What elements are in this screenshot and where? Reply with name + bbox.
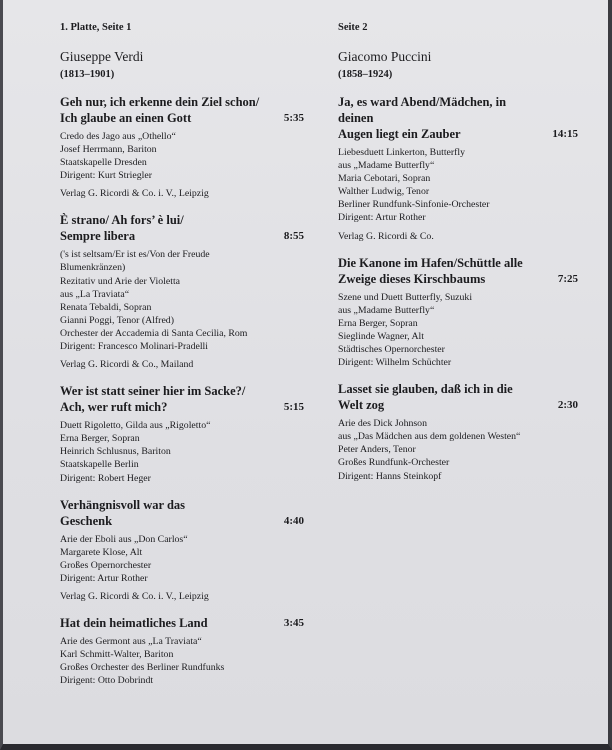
track-detail-line: Dirigent: Robert Heger [60,472,151,484]
track-detail-line: Blumenkränzen) [60,262,126,274]
track-duration: 5:15 [283,401,304,414]
track-detail-line: Dirigent: Otto Dobrindt [60,675,154,687]
track-list [338,94,578,483]
track-title-line: Geschenk [60,513,113,528]
publisher-note: Verlag G. Ricordi & Co., Mailand [60,359,194,371]
track-detail-line: Erna Berger, Sopran [338,317,418,329]
track-detail-line: Erna Berger, Sopran [60,433,140,445]
track-detail-line: Städtisches Opernorchester [338,343,445,355]
track-title-line: Welt zog [338,398,385,413]
track-title-line: Ach, wer ruft mich? [60,400,168,415]
track-detail-line: Szene und Duett Butterfly, Suzuki [338,291,473,303]
track-detail-line: Peter Anders, Tenor [338,444,416,456]
side-label: Seite 2 [338,22,368,33]
track-detail-line: ('s ist seltsam/Er ist es/Von der Freude [60,249,210,261]
track-title-line: Ja, es ward Abend/Mädchen, in deinen [338,95,507,125]
track-title-line: Lasset sie glauben, daß ich in die [338,382,513,397]
composer-name: Giacomo Puccini [338,49,432,64]
track-detail-line: Heinrich Schlusnus, Bariton [60,446,171,458]
track-detail-line: aus „La Traviata“ [60,288,130,300]
track-entry [60,497,304,603]
publisher-note: Verlag G. Ricordi & Co. [338,230,434,242]
track-detail-line: Sieglinde Wagner, Alt [338,330,424,342]
track-entry [338,255,578,370]
track-title-line: Hat dein heimatliches Land [60,615,208,630]
track-detail-line: Renata Tebaldi, Sopran [60,301,152,313]
track-detail-line: Gianni Poggi, Tenor (Alfred) [60,314,174,326]
track-title [338,94,578,142]
track-duration: 4:40 [283,514,304,527]
track-detail-line: Großes Rundfunk-Orchester [338,457,450,469]
track-detail-line: Staatskapelle Berlin [60,459,139,471]
track-detail-line: Staatskapelle Dresden [60,157,147,169]
track-title [338,381,578,413]
track-detail-line: Arie des Germont aus „La Traviata“ [60,635,202,647]
track-detail-line: Maria Cebotari, Sopran [338,173,431,185]
track-title [60,383,304,415]
track-entry [60,94,304,200]
composer-years: (1813–1901) [60,69,115,80]
track-title-line: Wer ist statt seiner hier im Sacke?/ [60,384,246,399]
track-detail-line: Dirigent: Artur Rother [60,572,148,584]
track-duration: 14:15 [552,128,578,140]
track-detail-line: Josef Herrmann, Bariton [60,144,157,156]
track-title [60,94,304,126]
track-entry [338,381,578,482]
side-label: 1. Platte, Seite 1 [60,22,132,33]
track-entry [338,94,578,243]
track-detail-line: Dirigent: Wilhelm Schüchter [338,357,452,369]
track-title-line: Augen liegt ein Zauber [338,127,461,141]
track-detail-line: Duett Rigoletto, Gilda aus „Rigoletto“ [60,420,211,432]
track-title-line: È strano/ Ah fors’ è lui/ [60,213,184,228]
track-detail-line: Dirigent: Kurt Striegler [60,170,152,182]
side-2-column [338,22,578,495]
track-duration: 2:30 [557,399,578,412]
track-title [338,255,578,287]
track-detail-line: Walther Ludwig, Tenor [338,186,430,198]
track-detail-line: aus „Madame Butterfly“ [338,160,435,172]
track-duration: 8:55 [283,230,304,243]
publisher-note: Verlag G. Ricordi & Co. i. V., Leipzig [60,188,209,200]
composer-years: (1858–1924) [338,69,393,80]
track-detail-line: Margarete Klose, Alt [60,546,143,558]
track-detail-line: Orchester der Accademia di Santa Cecilia, Rom [60,327,248,339]
track-duration: 5:35 [283,112,304,124]
track-list [60,94,304,687]
track-detail-line: aus „Das Mädchen aus dem goldenen Westen“ [338,431,521,443]
track-title-line: Verhängnisvoll war das [60,497,186,512]
track-title-line: Sempre libera [60,229,136,244]
track-title [60,212,304,244]
composer-name: Giuseppe Verdi [60,49,144,64]
track-entry [60,383,304,484]
track-duration: 7:25 [557,272,578,285]
track-detail-line: Arie der Eboli aus „Don Carlos“ [60,533,188,545]
side-1-column [60,22,304,699]
track-entry [60,212,304,371]
track-detail-line: Dirigent: Francesco Molinari-Pradelli [60,341,209,353]
track-title-line: Geh nur, ich erkenne dein Ziel schon/ [60,95,260,109]
track-title-line: Zweige dieses Kirschbaums [338,271,486,286]
publisher-note: Verlag G. Ricordi & Co. i. V., Leipzig [60,590,209,602]
track-title [60,497,304,529]
track-title [60,615,304,631]
track-detail-line: Großes Orchester des Berliner Rundfunks [60,662,225,674]
track-detail-line: Berliner Rundfunk-Sinfonie-Orchester [338,199,490,211]
track-detail-line: Rezitativ und Arie der Violetta [60,275,181,287]
track-detail-line: Karl Schmitt-Walter, Bariton [60,649,174,661]
track-detail-line: Arie des Dick Johnson [338,418,427,430]
track-detail-line: Dirigent: Artur Rother [338,212,426,224]
track-duration: 3:45 [283,616,304,629]
track-detail-line: Großes Opernorchester [60,559,152,571]
track-detail-line: aus „Madame Butterfly“ [338,304,435,316]
track-title-line: Die Kanone im Hafen/Schüttle alle [338,255,523,270]
track-detail-line: Credo des Jago aus „Othello“ [60,131,176,142]
track-detail-line: Liebesduett Linkerton, Butterfly [338,147,466,158]
track-title-line: Ich glaube an einen Gott [60,111,192,125]
track-entry [60,615,304,687]
track-detail-line: Dirigent: Hanns Steinkopf [338,470,442,482]
